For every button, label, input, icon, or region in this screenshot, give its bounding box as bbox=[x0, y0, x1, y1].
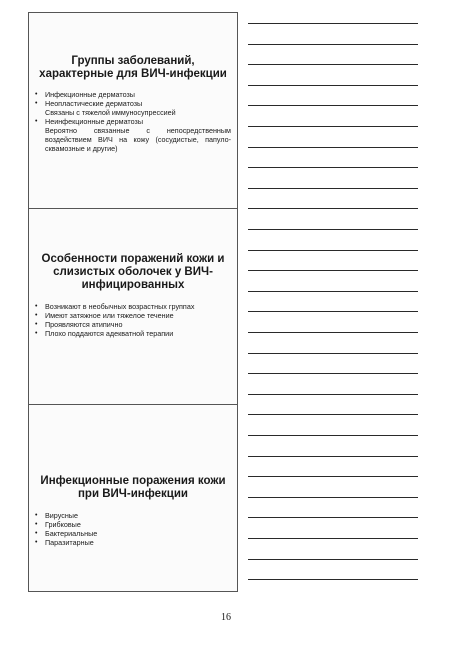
slide-3 bbox=[29, 405, 237, 591]
list-item-subtext: Вероятно связанные с непосредственным воздействием ВИЧ на кожу (сосудистые, папуло-сквамозные и другие) bbox=[45, 126, 231, 153]
note-line bbox=[248, 105, 418, 106]
note-line bbox=[248, 414, 418, 415]
note-line bbox=[248, 270, 418, 271]
page-number: 16 bbox=[221, 612, 231, 623]
list-item: • Плохо поддаются адекватной терапии bbox=[35, 329, 231, 338]
note-line bbox=[248, 579, 418, 580]
list-item: • Паразитарные bbox=[35, 538, 231, 547]
list-item: • Вирусные bbox=[35, 511, 231, 520]
list-item: • Грибковые bbox=[35, 520, 231, 529]
note-line bbox=[248, 311, 418, 312]
list-item-subtext: Связаны с тяжелой иммуносупрессией bbox=[45, 108, 176, 117]
note-line bbox=[248, 44, 418, 45]
note-line bbox=[248, 188, 418, 189]
slide-1 bbox=[29, 13, 237, 209]
note-line bbox=[248, 497, 418, 498]
slide-title: Особенности поражений кожи и слизистых оболочек у ВИЧ-инфицированных bbox=[41, 253, 225, 291]
note-line bbox=[248, 147, 418, 148]
note-line bbox=[248, 373, 418, 374]
note-line bbox=[248, 208, 418, 209]
note-line bbox=[248, 394, 418, 395]
note-line bbox=[248, 353, 418, 354]
note-line bbox=[248, 332, 418, 333]
note-line bbox=[248, 64, 418, 65]
slide-list bbox=[35, 302, 231, 338]
note-line bbox=[248, 435, 418, 436]
note-line bbox=[248, 538, 418, 539]
slide-title: Инфекционные поражения кожи при ВИЧ-инфекции bbox=[40, 475, 226, 500]
note-line bbox=[248, 23, 418, 24]
note-line bbox=[248, 559, 418, 560]
note-line bbox=[248, 229, 418, 230]
slide-list bbox=[35, 511, 231, 547]
list-item: • Неопластические дерматозы bbox=[35, 99, 231, 108]
slide-2 bbox=[29, 209, 237, 405]
slides-column bbox=[28, 12, 238, 592]
note-line bbox=[248, 456, 418, 457]
list-item: • Имеют затяжное или тяжелое течение bbox=[35, 311, 231, 320]
note-line bbox=[248, 250, 418, 251]
slide-title: Группы заболеваний, характерные для ВИЧ-инфекции bbox=[39, 55, 227, 80]
list-item: • Возникают в необычных возрастных группах bbox=[35, 302, 231, 311]
list-item: • Бактериальные bbox=[35, 529, 231, 538]
list-item: • Неинфекционные дерматозы bbox=[35, 117, 231, 126]
note-line bbox=[248, 126, 418, 127]
note-line bbox=[248, 167, 418, 168]
list-item: • Инфекционные дерматозы bbox=[35, 90, 231, 99]
note-line bbox=[248, 85, 418, 86]
note-line bbox=[248, 517, 418, 518]
list-item: • Проявляются атипично bbox=[35, 320, 231, 329]
slide-list bbox=[35, 90, 231, 153]
notes-lines bbox=[248, 12, 418, 592]
note-line bbox=[248, 476, 418, 477]
note-line bbox=[248, 291, 418, 292]
